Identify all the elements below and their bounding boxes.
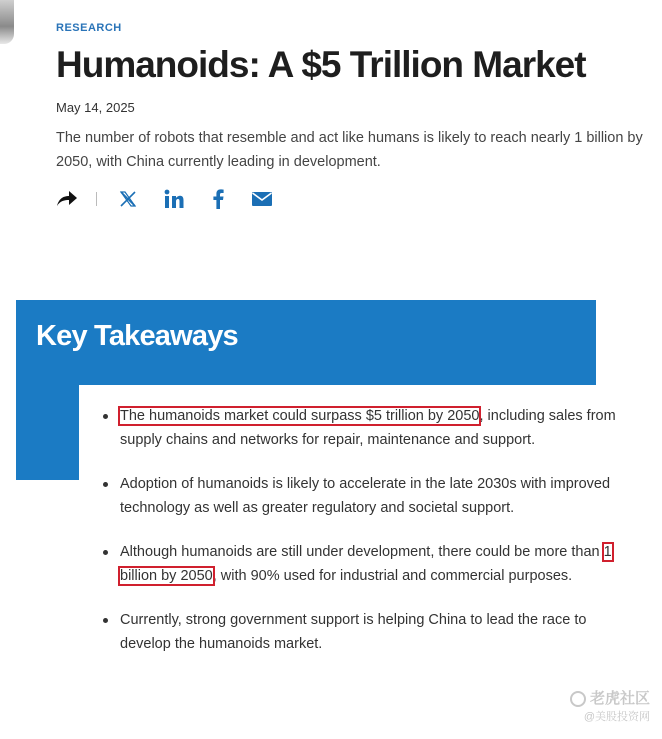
list-item (100, 472, 630, 520)
list-item (100, 608, 630, 656)
list-item (100, 404, 630, 452)
article-summary: The number of robots that resemble and act like humans is likely to reach nearly 1 billion by 2050, with China currently leading in development. (56, 130, 643, 170)
list-item-text: Adoption of humanoids is likely to accelerate in the late 2030s with improved technology as well as greater regulatory and societal support. (120, 476, 611, 516)
publish-date: May 14, 2025 (56, 100, 135, 115)
highlighted-phrase: The humanoids market could surpass $5 trillion by 2050 (120, 408, 480, 424)
category-label[interactable]: RESEARCH (56, 22, 122, 34)
watermark (570, 690, 650, 726)
list-item-text: Although humanoids are still under development, there could be more than (120, 544, 604, 560)
watermark-sub: @美股投资网 (583, 711, 650, 723)
email-icon[interactable] (251, 191, 273, 207)
list-item-text: , with 90% used for industrial and commercial purposes. (212, 568, 573, 584)
linkedin-icon[interactable] (163, 188, 185, 210)
share-bar (56, 186, 273, 212)
share-divider (96, 192, 97, 206)
list-item (100, 540, 630, 588)
key-takeaways-accent (16, 385, 79, 480)
watermark-main-text: 老虎社区 (589, 690, 650, 707)
watermark-main (570, 690, 650, 708)
x-icon[interactable] (119, 190, 137, 208)
key-takeaways-heading: Key Takeaways (36, 320, 238, 352)
list-item-text: , including sales from supply chains and networks for repair, maintenance and support. (120, 408, 616, 448)
share-arrow-icon[interactable] (56, 190, 78, 208)
tiger-logo-icon (570, 691, 586, 707)
article-title: Humanoids: A $5 Trillion Market (56, 44, 586, 85)
takeaways-list (100, 404, 630, 676)
corner-thumbnail (0, 0, 14, 44)
facebook-icon[interactable] (211, 188, 225, 210)
list-item-text: Currently, strong government support is helping China to lead the race to develop the humanoids market. (120, 612, 587, 652)
highlighted-phrase: 1 billion by 2050 (120, 544, 612, 584)
